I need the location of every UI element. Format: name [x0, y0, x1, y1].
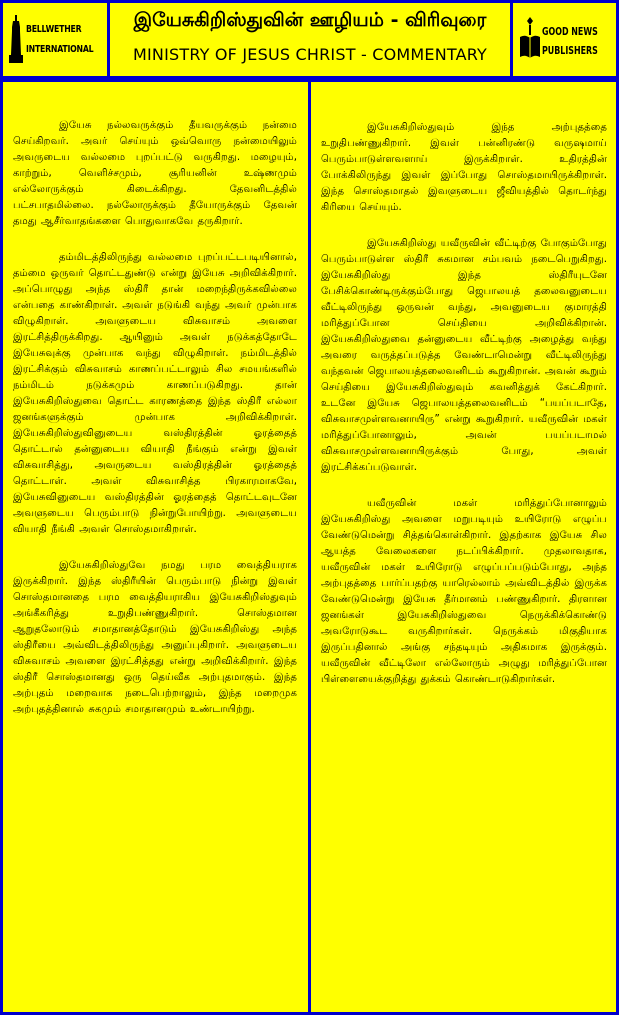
publisher-logo-left: [3, 3, 107, 76]
paragraph: யவீருவின் மகள் மரித்துப்போனாலும் இயேசுகிறிஸ்து அவளை மறுபடியும் உயிரோடு எழுப்ப வேண்டுமென்று சித்தங்கொள்கிறார். இதற்காக இயேசு சில ஆயத்த வேலைகளை நடப்பிக்கிறார். முதலாவதாக, யவீருவின் மகள் உயிரோடு எழுப்பப்படும்போது, அந்த அற்புதத்தை பார்ப்பதற்கு யாரெல்லாம் அவ்விடத்தில் இருக்க வேண்டுமென்று இயேசு தீர்மானம் பண்ணுகிறார். திரளான ஜனங்கள் இயேசுகிறிஸ்துவை நெருக்கிக்கொண்டு அவரோடுகூட வருகிறார்கள். நெருக்கம் மிகுதியாக இருப்பதினால் அங்கு சந்தடியும் அதிகமாக இருக்கும். யவீருவின் வீட்டிலோ எல்லோரும் அழுது மரித்துப்போன பிள்ளையைக்குறித்து துக்கம் கொண்டாடுகிறார்கள்.: [321, 498, 607, 685]
title-tamil: இயேசுகிறிஸ்துவின் ஊழியம் - விரிவுரை: [133, 9, 487, 31]
right-column-text: [321, 120, 607, 708]
publisher-left-line2: INTERNATIONAL: [26, 44, 94, 55]
publisher-right-line1: GOOD NEWS: [542, 25, 598, 38]
open-book-icon: [519, 17, 541, 61]
publisher-right-line2: PUBLISHERS: [542, 44, 598, 57]
title-box: [110, 3, 510, 76]
good-news-logo: [519, 13, 611, 67]
title-english: MINISTRY OF JESUS CHRIST - COMMENTARY: [132, 45, 488, 64]
paragraph: இயேசு நல்லவருக்கும் தீயவருக்கும் நன்மை செய்கிறவர். அவர் செய்யும் ஒவ்வொரு நன்மையிலும் அவருடைய வல்லமை புறப்பட்டு வருகிறது. மழையும், காற்றும், வெளிச்சமும், சூரியனின் உஷ்ணமும் எல்லோருக்கும் கிடைக்கிறது. தேவனிடத்தில் பட்சபாதமில்லை. நல்லோருக்கும் தீயோருக்கும் தேவன் தமது ஆசீர்வாதங்களை பொதுவாகவே தருகிறார்.: [13, 120, 297, 227]
publisher-left-line1: BELLWETHER: [26, 24, 82, 35]
paragraph: தம்மிடத்திலிருந்து வல்லமை புறப்பட்டபடியினால், தம்மை ஒருவர் தொட்டதுண்டு என்று இயேசு அறிவிக்கிறார். அப்பொழுது அந்த ஸ்திரீ தான் மறைந்திருக்கவில்லை என்பதை காண்கிறாள். அவள் நடுங்கி வந்து அவர் முன்பாக விழுகிறாள். அவளுடைய விசுவாசம் அவளை இரட்சித்திருக்கிறது. ஆயினும் அவள் நடுக்கத்தோடே இயேசுவுக்கு முன்பாக வந்து விழுகிறாள். நம்மிடத்தில் இரட்சிக்கும் விசுவாசம் காணப்பட்டாலும் சில சமயங்களில் நம்மிடம் நடுக்கமும் காணப்படுகிறது. தான் இயேசுகிறிஸ்துவை தொட்ட காரணத்தை இந்த ஸ்திரீ எல்லா ஜனங்களுக்கும் முன்பாக அறிவிக்கிறாள். இயேசுகிறிஸ்துவினுடைய வஸ்திரத்தின் ஓரத்தைத் தொட்டால் தன்னுடைய வியாதி நீங்கும் என்று இவள் விசுவாசித்து, அவருடைய வஸ்திரத்தின் ஓரத்தைத் தொட்டாள். அவள் விசுவாசித்த பிரகாரமாகவே, இயேசுவினுடைய வஸ்திரத்தின் ஓரத்தைத் தொட்டவுடனே அவளுடைய பெரும்பாடு நின்றுபோயிற்று. அவளுடைய வியாதி நீங்கி அவள் சொஸ்தமாகிறாள்.: [13, 252, 297, 535]
paragraph: இயேசுகிறிஸ்துவே நமது பரம வைத்தியராக இருக்கிறார். இந்த ஸ்திரீயின் பெரும்பாடு நின்று இவள் சொஸ்தமானதை பரம வைத்தியராகிய இயேசுகிறிஸ்துவும் அங்கீகரித்து உறுதிபண்ணுகிறார். சொஸ்தமான ஆறுதலோடும் சமாதானத்தோடும் இயேசுகிறிஸ்து அந்த ஸ்திரீயை அவ்விடத்திலிருந்து அனுப்புகிறார். அவளுடைய விசுவாசம் அவளை இரட்சித்தது என்று அறிவிக்கிறார். இந்த ஸ்திரீ சொஸ்தமானது ஒரு தெய்வீக அற்புதமாகும். இந்த அற்புதம் மறைவாக நடைபெற்றாலும், இந்த மறைமுக அற்புதத்தினால் சுகமும் சமாதானமும் உண்டாயிற்று.: [13, 560, 297, 715]
left-column-text: [13, 118, 297, 738]
paragraph: இயேசுகிறிஸ்துவும் இந்த அற்புதத்தை உறுதிபண்ணுகிறார். இவள் பன்னிரண்டு வருஷமாய் பெரும்பாடுள்ளவளாய் இருக்கிறாள். உதிரத்தின் போக்கிலிருந்து இவள் இப்போது சொஸ்தமாயிருக்கிறாள். இந்த சொஸ்தமாதல் இவளுடைய ஜீவியத்தில் தொடர்ந்து கிரியை செய்யும்.: [321, 122, 607, 213]
tower-icon: [9, 15, 23, 63]
header-banner: [0, 0, 619, 79]
content-frame: [0, 79, 619, 1015]
right-column: [311, 82, 616, 1012]
paragraph: இயேசுகிறிஸ்து யவீருவின் வீட்டிற்கு போகும்போது பெரும்பாடுள்ள ஸ்திரீ சுகமான சம்பவம் நடைபெறுகிறது. இயேசுகிறிஸ்து இந்த ஸ்திரீயுடனே பேசிக்கொண்டிருக்கும்போது ஜெபாலயத் தலைவனுடைய வீட்டிலிருந்து ஒருவன் வந்து, அவனுடைய குமாரத்தி மரித்துப்போன செய்தியை அறிவிக்கிறான். இயேசுகிறிஸ்துவை தன்னுடைய வீட்டிற்கு அழைத்து வந்து அவரை வருத்தப்படுத்த வேண்டாமென்று வீட்டிலிருந்து வந்தவன் ஜெபாலயத்தலைவனிடம் கூறுகிறான். அவன் கூறும் செய்தியை இயேசுகிறிஸ்துவும் கவனித்துக் கேட்கிறார். உடனே இயேசு ஜெபாலயத்தலைவனிடம் “பயப்படாதே, விசுவாசமுள்ளவனாயிரு” என்று கூறுகிறார். யவீருவின் மகள் மரித்துப்போனாலும், அவன் பயப்படாமல் விசுவாசமுள்ளவனாயிருக்கும் போது, அவள் இரட்சிக்கப்படுவாள்.: [321, 238, 607, 473]
publisher-logo-right: [513, 3, 616, 76]
bellwether-logo: [7, 13, 103, 65]
left-column: [3, 82, 308, 1012]
